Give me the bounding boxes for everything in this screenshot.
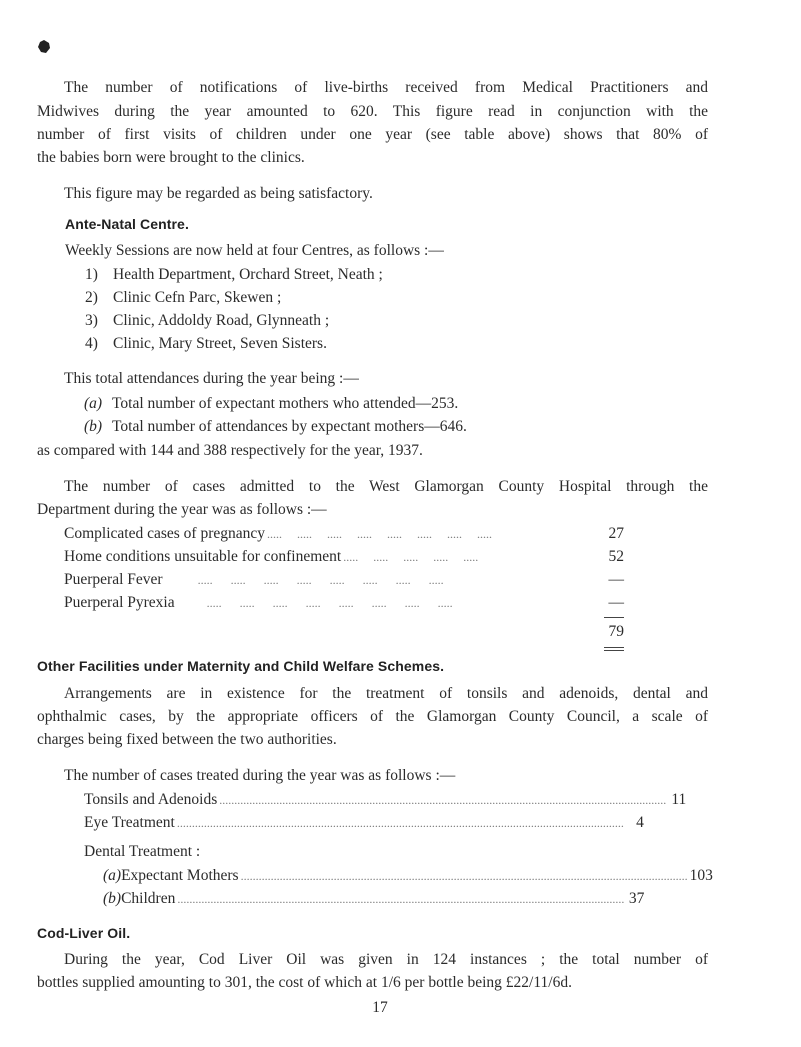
centre-number: 2) [85,289,98,306]
row-label: Complicated cases of pregnancy [64,525,265,542]
attendance-marker: (a) [84,395,103,412]
row-value: — [608,594,624,611]
row-label: Puerperal Fever [64,571,163,588]
attendance-marker: (b) [84,418,103,435]
centre-text: Clinic, Addoldy Road, Glynneath ; [113,312,330,329]
other-line-3: charges being fixed between the two authorities. [37,731,337,748]
row-value: 37 [628,890,645,907]
row-value: 52 [608,548,624,565]
hospital-line-1: The number of cases admitted to the West Glamorgan County Hospital through the [64,478,708,495]
intro-line-1: The number of notifications of live-births received from Medical Practitioners and [64,79,708,96]
hospital-row [64,545,624,569]
centre-number: 3) [85,312,98,329]
codliver-line-2: bottles supplied amounting to 301, the cost of which at 1/6 per bottle being £22/11/6d. [37,974,572,991]
hospital-row [64,568,624,592]
dot-leader: ..................................................................................................................................................... [240,869,688,883]
centre-item-3 [85,309,329,332]
intro-line-3: number of first visits of children under one year (see table above) shows that 80% of [37,126,708,143]
hospital-row [64,591,624,615]
dental-marker: (a) [103,867,122,884]
dot-leader: ..... ..... ..... ..... ..... ..... ..... ..... [176,596,453,610]
attendance-item-b [84,415,467,438]
row-label: Expectant Mothers [121,867,239,884]
centre-item-4 [85,332,327,355]
dot-leader: ..................................................................................................................................................... [219,793,667,807]
centre-item-2 [85,286,281,309]
dot-leader: ..................................................................................................................................................... [177,892,625,906]
dental-marker: (b) [103,890,122,907]
centre-number: 1) [85,266,98,283]
double-rule-top [604,647,624,648]
dental-row [103,887,645,911]
antenatal-lead: Weekly Sessions are now held at four Centres, as follows :— [65,242,444,259]
intro-line-2: Midwives during the year amounted to 620. This figure read in conjunction with the [37,103,708,120]
antenatal-heading: Ante-Natal Centre. [65,216,189,232]
other-facilities-heading: Other Facilities under Maternity and Child Welfare Schemes. [37,658,445,674]
row-value: 27 [608,525,624,542]
centre-text: Health Department, Orchard Street, Neath ; [113,266,383,283]
centre-number: 4) [85,335,98,352]
cod-liver-oil-heading: Cod-Liver Oil. [37,925,131,941]
dot-leader: ..................................................................................................................................................... [176,816,624,830]
row-value: 4 [636,814,644,831]
attendances-lead: This total attendances during the year being :— [64,370,359,387]
centre-text: Clinic, Mary Street, Seven Sisters. [113,335,327,352]
hospital-row [64,522,624,546]
attendance-text: Total number of attendances by expectant mothers—646. [112,418,467,435]
intro-line-4: the babies born were brought to the clinics. [37,149,305,166]
row-label: Children [121,890,176,907]
attendance-text: Total number of expectant mothers who attended—253. [112,395,459,412]
dental-row [103,864,713,888]
centre-text: Clinic Cefn Parc, Skewen ; [113,289,282,306]
row-value: — [608,571,624,588]
dental-label: Dental Treatment : [84,843,201,860]
row-value: 11 [671,791,687,808]
page-number: 17 [372,999,388,1016]
other-line-2: ophthalmic cases, by the appropriate officers of the Glamorgan County Council, a scale of [37,708,708,725]
codliver-line-1: During the year, Cod Liver Oil was given in 124 instances ; the total number of [64,951,708,968]
hospital-total: 79 [608,623,624,640]
total-rule [604,617,624,618]
attendance-item-a [84,392,458,415]
centre-item-1 [85,263,383,286]
row-label: Home conditions unsuitable for confinement [64,548,342,565]
dot-leader: ..... ..... ..... ..... ..... ..... ..... ..... [267,527,492,541]
row-label: Eye Treatment [84,814,175,831]
treated-lead: The number of cases treated during the year was as follows :— [64,767,456,784]
satisfactory-text: This figure may be regarded as being satisfactory. [64,185,373,202]
dot-leader: ..... ..... ..... ..... ..... ..... ..... ..... [164,573,444,587]
hospital-line-2: Department during the year was as follows :— [37,501,327,518]
treatment-row [84,811,644,835]
treatment-row [84,788,687,812]
double-rule-bottom [604,650,624,651]
row-value: 103 [689,867,713,884]
row-label: Puerperal Pyrexia [64,594,175,611]
ink-blot-icon [38,40,50,53]
row-label: Tonsils and Adenoids [84,791,218,808]
compared-text: as compared with 144 and 388 respectively for the year, 1937. [37,442,423,459]
other-line-1: Arrangements are in existence for the treatment of tonsils and adenoids, dental and [64,685,708,702]
dot-leader: ..... ..... ..... ..... ..... [343,550,479,564]
